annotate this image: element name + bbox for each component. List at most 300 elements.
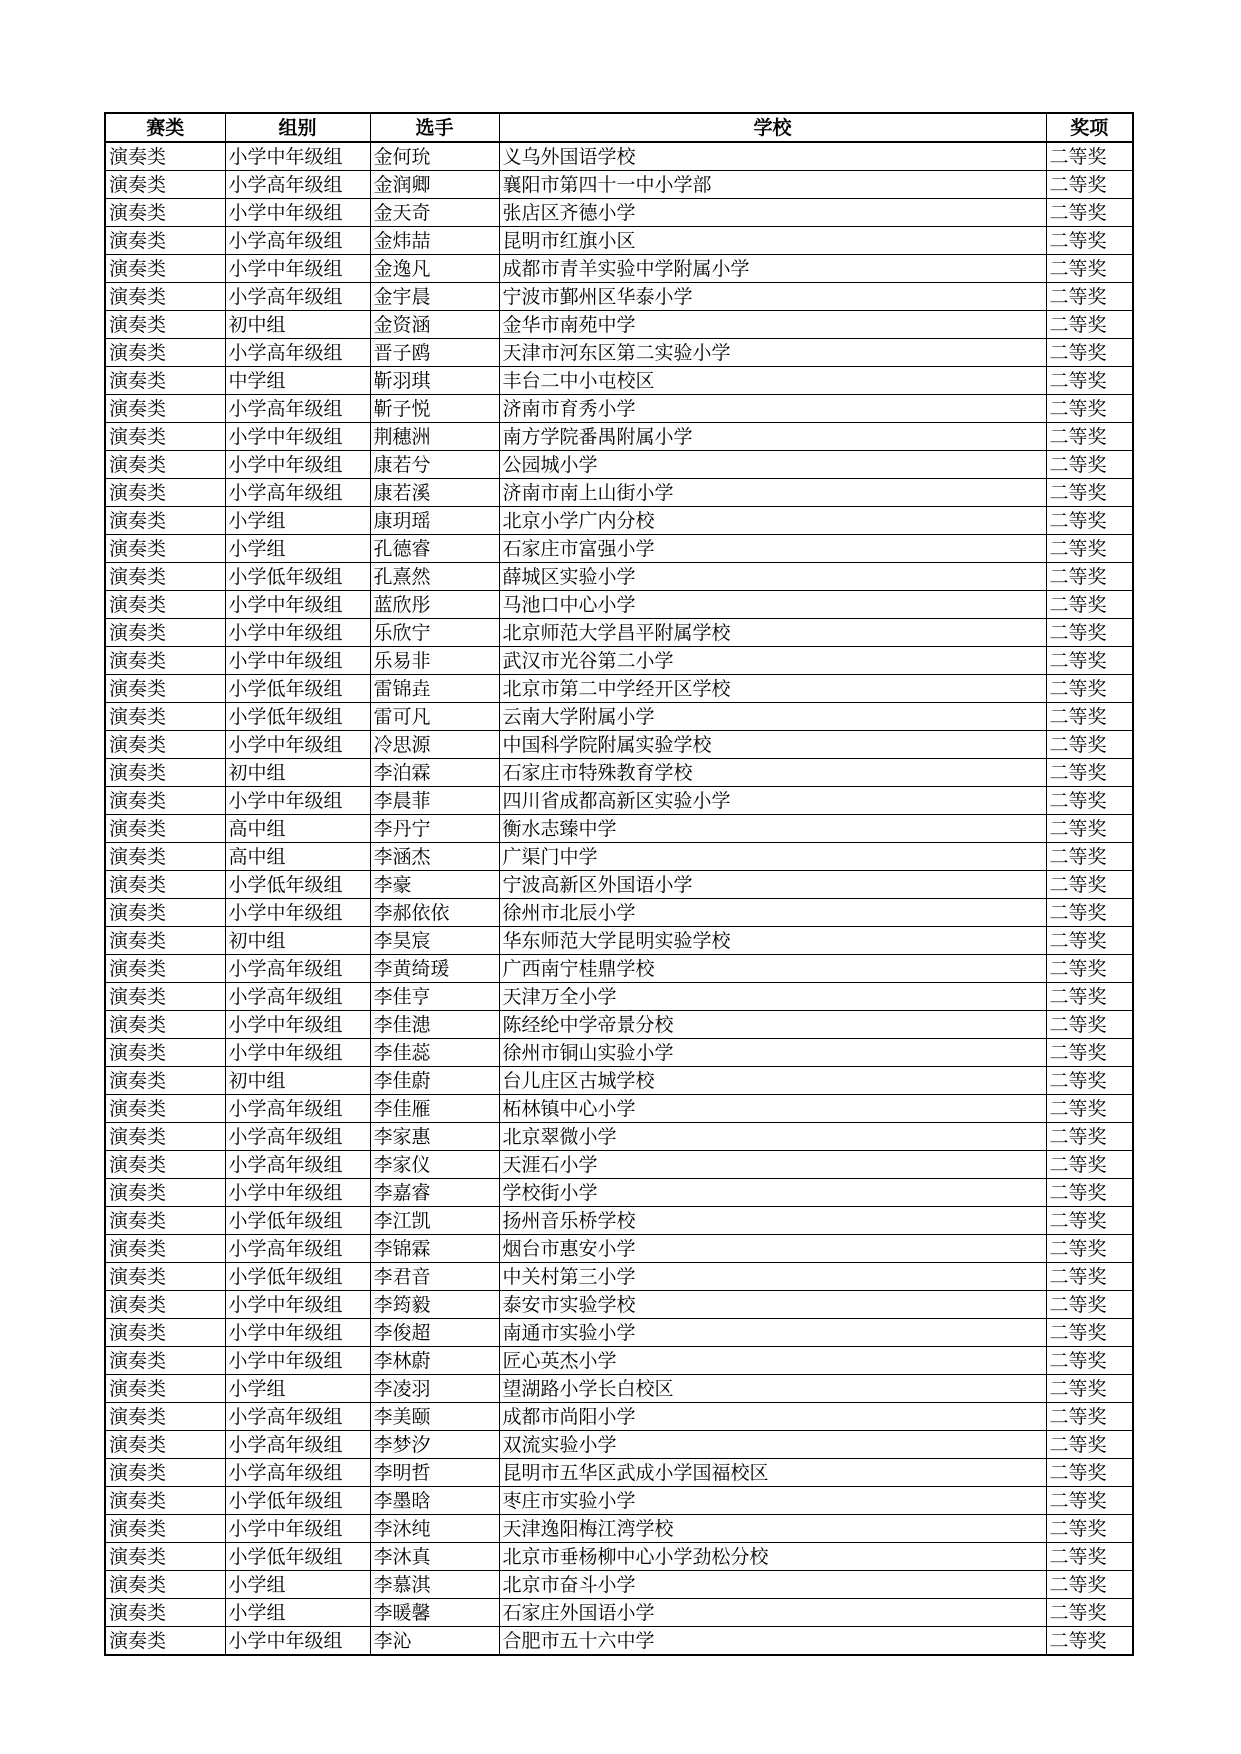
- table-row: [105, 815, 1133, 843]
- cell-award: 二等奖: [1046, 227, 1133, 255]
- cell-group: 高中组: [225, 815, 370, 843]
- cell-contestant: 康若兮: [370, 451, 499, 479]
- cell-group: 小学中年级组: [225, 142, 370, 171]
- cell-school: 泰安市实验学校: [499, 1291, 1046, 1319]
- cell-group: 高中组: [225, 843, 370, 871]
- table-row: [105, 1571, 1133, 1599]
- cell-group: 小学高年级组: [225, 955, 370, 983]
- cell-school: 丰台二中小屯校区: [499, 367, 1046, 395]
- cell-category: 演奏类: [105, 142, 225, 171]
- cell-contestant: 李慕淇: [370, 1571, 499, 1599]
- cell-contestant: 李沐纯: [370, 1515, 499, 1543]
- cell-contestant: 李家惠: [370, 1123, 499, 1151]
- cell-category: 演奏类: [105, 983, 225, 1011]
- cell-award: 二等奖: [1046, 899, 1133, 927]
- award-table: [104, 112, 1134, 1656]
- cell-category: 演奏类: [105, 899, 225, 927]
- table-row: [105, 1123, 1133, 1151]
- cell-award: 二等奖: [1046, 1459, 1133, 1487]
- cell-contestant: 李锦霖: [370, 1235, 499, 1263]
- table-row: [105, 1459, 1133, 1487]
- cell-award: 二等奖: [1046, 423, 1133, 451]
- cell-award: 二等奖: [1046, 367, 1133, 395]
- cell-school: 匠心英杰小学: [499, 1347, 1046, 1375]
- table-row: [105, 1487, 1133, 1515]
- table-row: [105, 1291, 1133, 1319]
- cell-contestant: 靳子悦: [370, 395, 499, 423]
- table-row: [105, 619, 1133, 647]
- cell-group: 小学高年级组: [225, 1123, 370, 1151]
- cell-category: 演奏类: [105, 367, 225, 395]
- cell-group: 小学中年级组: [225, 787, 370, 815]
- cell-contestant: 李豪: [370, 871, 499, 899]
- cell-group: 小学高年级组: [225, 171, 370, 199]
- cell-group: 小学高年级组: [225, 339, 370, 367]
- cell-contestant: 乐易非: [370, 647, 499, 675]
- cell-award: 二等奖: [1046, 1627, 1133, 1656]
- cell-school: 天涯石小学: [499, 1151, 1046, 1179]
- cell-contestant: 李君音: [370, 1263, 499, 1291]
- cell-group: 小学中年级组: [225, 899, 370, 927]
- header-award: 奖项: [1046, 113, 1133, 142]
- table-row: [105, 1151, 1133, 1179]
- cell-group: 小学高年级组: [225, 1431, 370, 1459]
- cell-group: 小学组: [225, 1599, 370, 1627]
- cell-category: 演奏类: [105, 423, 225, 451]
- cell-contestant: 李林蔚: [370, 1347, 499, 1375]
- cell-group: 初中组: [225, 1067, 370, 1095]
- table-row: [105, 255, 1133, 283]
- cell-group: 小学高年级组: [225, 479, 370, 507]
- cell-school: 徐州市铜山实验小学: [499, 1039, 1046, 1067]
- cell-category: 演奏类: [105, 703, 225, 731]
- cell-group: 小学中年级组: [225, 1627, 370, 1656]
- cell-category: 演奏类: [105, 647, 225, 675]
- table-row: [105, 451, 1133, 479]
- cell-school: 柘林镇中心小学: [499, 1095, 1046, 1123]
- cell-award: 二等奖: [1046, 142, 1133, 171]
- cell-school: 成都市尚阳小学: [499, 1403, 1046, 1431]
- cell-group: 初中组: [225, 759, 370, 787]
- table-row: [105, 647, 1133, 675]
- cell-award: 二等奖: [1046, 1235, 1133, 1263]
- cell-category: 演奏类: [105, 1151, 225, 1179]
- cell-school: 广渠门中学: [499, 843, 1046, 871]
- cell-contestant: 晋子鸥: [370, 339, 499, 367]
- cell-school: 北京市奋斗小学: [499, 1571, 1046, 1599]
- table-body: [105, 142, 1133, 1655]
- cell-contestant: 李郝依依: [370, 899, 499, 927]
- cell-category: 演奏类: [105, 1319, 225, 1347]
- cell-contestant: 李嘉睿: [370, 1179, 499, 1207]
- cell-award: 二等奖: [1046, 619, 1133, 647]
- cell-group: 小学高年级组: [225, 1403, 370, 1431]
- cell-group: 小学中年级组: [225, 1319, 370, 1347]
- cell-contestant: 李家仪: [370, 1151, 499, 1179]
- cell-contestant: 李沁: [370, 1627, 499, 1656]
- cell-group: 小学中年级组: [225, 619, 370, 647]
- cell-school: 义乌外国语学校: [499, 142, 1046, 171]
- cell-category: 演奏类: [105, 395, 225, 423]
- cell-award: 二等奖: [1046, 283, 1133, 311]
- cell-school: 宁波市鄞州区华泰小学: [499, 283, 1046, 311]
- cell-group: 小学低年级组: [225, 703, 370, 731]
- cell-award: 二等奖: [1046, 843, 1133, 871]
- table-row: [105, 1515, 1133, 1543]
- cell-award: 二等奖: [1046, 1095, 1133, 1123]
- table-row: [105, 1319, 1133, 1347]
- cell-school: 北京翠微小学: [499, 1123, 1046, 1151]
- cell-category: 演奏类: [105, 1235, 225, 1263]
- cell-contestant: 金资涵: [370, 311, 499, 339]
- cell-school: 陈经纶中学帝景分校: [499, 1011, 1046, 1039]
- cell-category: 演奏类: [105, 955, 225, 983]
- cell-category: 演奏类: [105, 1179, 225, 1207]
- cell-contestant: 孔熹然: [370, 563, 499, 591]
- cell-school: 武汉市光谷第二小学: [499, 647, 1046, 675]
- cell-category: 演奏类: [105, 675, 225, 703]
- cell-contestant: 荆穗洲: [370, 423, 499, 451]
- cell-category: 演奏类: [105, 1627, 225, 1656]
- cell-school: 望湖路小学长白校区: [499, 1375, 1046, 1403]
- cell-school: 中国科学院附属实验学校: [499, 731, 1046, 759]
- cell-school: 襄阳市第四十一中小学部: [499, 171, 1046, 199]
- cell-contestant: 李涵杰: [370, 843, 499, 871]
- cell-category: 演奏类: [105, 1263, 225, 1291]
- header-category: 赛类: [105, 113, 225, 142]
- cell-school: 宁波高新区外国语小学: [499, 871, 1046, 899]
- cell-contestant: 金宇晨: [370, 283, 499, 311]
- cell-group: 小学组: [225, 507, 370, 535]
- cell-contestant: 李佳雁: [370, 1095, 499, 1123]
- cell-contestant: 康玥瑶: [370, 507, 499, 535]
- cell-award: 二等奖: [1046, 983, 1133, 1011]
- cell-group: 小学低年级组: [225, 871, 370, 899]
- cell-group: 小学高年级组: [225, 1235, 370, 1263]
- cell-school: 天津万全小学: [499, 983, 1046, 1011]
- cell-contestant: 金润卿: [370, 171, 499, 199]
- cell-group: 小学中年级组: [225, 1291, 370, 1319]
- cell-category: 演奏类: [105, 1459, 225, 1487]
- cell-group: 小学低年级组: [225, 1207, 370, 1235]
- table-row: [105, 1543, 1133, 1571]
- cell-contestant: 雷可凡: [370, 703, 499, 731]
- cell-group: 小学组: [225, 1375, 370, 1403]
- cell-school: 公园城小学: [499, 451, 1046, 479]
- cell-group: 中学组: [225, 367, 370, 395]
- cell-contestant: 李凌羽: [370, 1375, 499, 1403]
- cell-award: 二等奖: [1046, 1543, 1133, 1571]
- cell-school: 北京市垂杨柳中心小学劲松分校: [499, 1543, 1046, 1571]
- cell-school: 昆明市红旗小区: [499, 227, 1046, 255]
- cell-school: 北京市第二中学经开区学校: [499, 675, 1046, 703]
- cell-award: 二等奖: [1046, 1291, 1133, 1319]
- table-row: [105, 675, 1133, 703]
- table-row: [105, 283, 1133, 311]
- cell-award: 二等奖: [1046, 647, 1133, 675]
- cell-category: 演奏类: [105, 479, 225, 507]
- cell-school: 马池口中心小学: [499, 591, 1046, 619]
- cell-award: 二等奖: [1046, 1263, 1133, 1291]
- cell-contestant: 李泊霖: [370, 759, 499, 787]
- cell-contestant: 康若溪: [370, 479, 499, 507]
- cell-contestant: 乐欣宁: [370, 619, 499, 647]
- cell-award: 二等奖: [1046, 451, 1133, 479]
- cell-contestant: 李筠毅: [370, 1291, 499, 1319]
- cell-group: 小学中年级组: [225, 1347, 370, 1375]
- cell-school: 学校街小学: [499, 1179, 1046, 1207]
- cell-contestant: 李沐真: [370, 1543, 499, 1571]
- table-row: [105, 591, 1133, 619]
- cell-category: 演奏类: [105, 731, 225, 759]
- cell-category: 演奏类: [105, 787, 225, 815]
- cell-category: 演奏类: [105, 1515, 225, 1543]
- cell-school: 成都市青羊实验中学附属小学: [499, 255, 1046, 283]
- cell-award: 二等奖: [1046, 1319, 1133, 1347]
- cell-school: 衡水志臻中学: [499, 815, 1046, 843]
- cell-school: 徐州市北辰小学: [499, 899, 1046, 927]
- cell-school: 双流实验小学: [499, 1431, 1046, 1459]
- cell-award: 二等奖: [1046, 507, 1133, 535]
- table-row: [105, 1039, 1133, 1067]
- cell-contestant: 李墨晗: [370, 1487, 499, 1515]
- table-row: [105, 423, 1133, 451]
- cell-contestant: 金逸凡: [370, 255, 499, 283]
- cell-school: 广西南宁桂鼎学校: [499, 955, 1046, 983]
- table-row: [105, 1403, 1133, 1431]
- cell-category: 演奏类: [105, 283, 225, 311]
- cell-contestant: 孔德睿: [370, 535, 499, 563]
- cell-award: 二等奖: [1046, 1431, 1133, 1459]
- cell-contestant: 李昊宸: [370, 927, 499, 955]
- cell-school: 枣庄市实验小学: [499, 1487, 1046, 1515]
- cell-category: 演奏类: [105, 1207, 225, 1235]
- cell-category: 演奏类: [105, 1403, 225, 1431]
- cell-school: 北京师范大学昌平附属学校: [499, 619, 1046, 647]
- cell-award: 二等奖: [1046, 339, 1133, 367]
- table-row: [105, 1095, 1133, 1123]
- cell-award: 二等奖: [1046, 1487, 1133, 1515]
- table-row: [105, 1375, 1133, 1403]
- table-row: [105, 1235, 1133, 1263]
- cell-group: 小学中年级组: [225, 591, 370, 619]
- cell-school: 华东师范大学昆明实验学校: [499, 927, 1046, 955]
- header-row: [105, 113, 1133, 142]
- cell-category: 演奏类: [105, 227, 225, 255]
- table-row: [105, 703, 1133, 731]
- cell-category: 演奏类: [105, 927, 225, 955]
- table-row: [105, 1431, 1133, 1459]
- cell-school: 南方学院番禺附属小学: [499, 423, 1046, 451]
- cell-award: 二等奖: [1046, 703, 1133, 731]
- cell-award: 二等奖: [1046, 1039, 1133, 1067]
- cell-contestant: 李俊超: [370, 1319, 499, 1347]
- cell-school: 昆明市五华区武成小学国福校区: [499, 1459, 1046, 1487]
- cell-award: 二等奖: [1046, 535, 1133, 563]
- cell-contestant: 李佳亨: [370, 983, 499, 1011]
- cell-school: 张店区齐德小学: [499, 199, 1046, 227]
- cell-school: 中关村第三小学: [499, 1263, 1046, 1291]
- table-row: [105, 1263, 1133, 1291]
- table-row: [105, 199, 1133, 227]
- table-row: [105, 731, 1133, 759]
- cell-group: 小学中年级组: [225, 731, 370, 759]
- cell-award: 二等奖: [1046, 759, 1133, 787]
- cell-category: 演奏类: [105, 563, 225, 591]
- table-row: [105, 311, 1133, 339]
- cell-category: 演奏类: [105, 1291, 225, 1319]
- table-header: [105, 113, 1133, 142]
- cell-group: 小学高年级组: [225, 1459, 370, 1487]
- table-row: [105, 1347, 1133, 1375]
- cell-award: 二等奖: [1046, 171, 1133, 199]
- cell-contestant: 靳羽琪: [370, 367, 499, 395]
- cell-award: 二等奖: [1046, 311, 1133, 339]
- cell-school: 南通市实验小学: [499, 1319, 1046, 1347]
- table-row: [105, 171, 1133, 199]
- cell-group: 小学高年级组: [225, 1151, 370, 1179]
- cell-award: 二等奖: [1046, 1151, 1133, 1179]
- cell-school: 天津逸阳梅江湾学校: [499, 1515, 1046, 1543]
- cell-award: 二等奖: [1046, 479, 1133, 507]
- cell-category: 演奏类: [105, 619, 225, 647]
- cell-group: 初中组: [225, 311, 370, 339]
- cell-category: 演奏类: [105, 1039, 225, 1067]
- cell-contestant: 李丹宁: [370, 815, 499, 843]
- cell-category: 演奏类: [105, 339, 225, 367]
- cell-group: 小学低年级组: [225, 1263, 370, 1291]
- table-row: [105, 899, 1133, 927]
- cell-group: 小学中年级组: [225, 1515, 370, 1543]
- cell-category: 演奏类: [105, 871, 225, 899]
- cell-contestant: 李暖馨: [370, 1599, 499, 1627]
- cell-category: 演奏类: [105, 759, 225, 787]
- table-row: [105, 395, 1133, 423]
- cell-contestant: 蓝欣彤: [370, 591, 499, 619]
- cell-group: 小学中年级组: [225, 423, 370, 451]
- cell-award: 二等奖: [1046, 675, 1133, 703]
- table-row: [105, 787, 1133, 815]
- cell-award: 二等奖: [1046, 955, 1133, 983]
- cell-award: 二等奖: [1046, 1403, 1133, 1431]
- cell-category: 演奏类: [105, 1347, 225, 1375]
- cell-group: 小学高年级组: [225, 1095, 370, 1123]
- cell-school: 四川省成都高新区实验小学: [499, 787, 1046, 815]
- cell-category: 演奏类: [105, 1011, 225, 1039]
- cell-award: 二等奖: [1046, 1375, 1133, 1403]
- cell-contestant: 李黄绮瑗: [370, 955, 499, 983]
- cell-award: 二等奖: [1046, 199, 1133, 227]
- table-row: [105, 1067, 1133, 1095]
- cell-school: 台儿庄区古城学校: [499, 1067, 1046, 1095]
- cell-school: 北京小学广内分校: [499, 507, 1046, 535]
- table-row: [105, 1179, 1133, 1207]
- cell-group: 小学高年级组: [225, 983, 370, 1011]
- table-row: [105, 1627, 1133, 1656]
- cell-school: 云南大学附属小学: [499, 703, 1046, 731]
- header-contestant: 选手: [370, 113, 499, 142]
- cell-category: 演奏类: [105, 1599, 225, 1627]
- cell-school: 济南市南上山街小学: [499, 479, 1046, 507]
- cell-school: 天津市河东区第二实验小学: [499, 339, 1046, 367]
- cell-category: 演奏类: [105, 1487, 225, 1515]
- cell-category: 演奏类: [105, 311, 225, 339]
- cell-category: 演奏类: [105, 255, 225, 283]
- cell-group: 小学中年级组: [225, 451, 370, 479]
- cell-group: 小学低年级组: [225, 563, 370, 591]
- cell-group: 初中组: [225, 927, 370, 955]
- cell-contestant: 雷锦垚: [370, 675, 499, 703]
- table-row: [105, 535, 1133, 563]
- cell-category: 演奏类: [105, 591, 225, 619]
- table-row: [105, 227, 1133, 255]
- cell-category: 演奏类: [105, 1095, 225, 1123]
- header-school: 学校: [499, 113, 1046, 142]
- cell-contestant: 李佳蔚: [370, 1067, 499, 1095]
- cell-group: 小学中年级组: [225, 1179, 370, 1207]
- cell-award: 二等奖: [1046, 1123, 1133, 1151]
- table-row: [105, 563, 1133, 591]
- cell-contestant: 冷思源: [370, 731, 499, 759]
- cell-award: 二等奖: [1046, 255, 1133, 283]
- table-row: [105, 1207, 1133, 1235]
- cell-contestant: 李佳漶: [370, 1011, 499, 1039]
- cell-contestant: 金天奇: [370, 199, 499, 227]
- table-row: [105, 142, 1133, 171]
- cell-group: 小学中年级组: [225, 255, 370, 283]
- cell-school: 薛城区实验小学: [499, 563, 1046, 591]
- cell-award: 二等奖: [1046, 1179, 1133, 1207]
- cell-school: 扬州音乐桥学校: [499, 1207, 1046, 1235]
- cell-contestant: 李美颐: [370, 1403, 499, 1431]
- cell-award: 二等奖: [1046, 787, 1133, 815]
- cell-school: 金华市南苑中学: [499, 311, 1046, 339]
- cell-award: 二等奖: [1046, 731, 1133, 759]
- cell-contestant: 李江凯: [370, 1207, 499, 1235]
- cell-group: 小学中年级组: [225, 647, 370, 675]
- cell-award: 二等奖: [1046, 927, 1133, 955]
- cell-school: 济南市育秀小学: [499, 395, 1046, 423]
- cell-category: 演奏类: [105, 1067, 225, 1095]
- cell-school: 石家庄市特殊教育学校: [499, 759, 1046, 787]
- cell-group: 小学高年级组: [225, 227, 370, 255]
- cell-contestant: 李明哲: [370, 1459, 499, 1487]
- cell-award: 二等奖: [1046, 871, 1133, 899]
- cell-school: 合肥市五十六中学: [499, 1627, 1046, 1656]
- cell-category: 演奏类: [105, 535, 225, 563]
- cell-group: 小学高年级组: [225, 395, 370, 423]
- table-row: [105, 1599, 1133, 1627]
- table-row: [105, 927, 1133, 955]
- cell-award: 二等奖: [1046, 591, 1133, 619]
- header-group: 组别: [225, 113, 370, 142]
- cell-award: 二等奖: [1046, 1207, 1133, 1235]
- cell-group: 小学低年级组: [225, 1543, 370, 1571]
- table-row: [105, 479, 1133, 507]
- cell-group: 小学低年级组: [225, 675, 370, 703]
- cell-contestant: 李佳蕊: [370, 1039, 499, 1067]
- table-row: [105, 955, 1133, 983]
- cell-group: 小学中年级组: [225, 1011, 370, 1039]
- cell-category: 演奏类: [105, 1431, 225, 1459]
- cell-contestant: 金炜喆: [370, 227, 499, 255]
- cell-group: 小学高年级组: [225, 283, 370, 311]
- cell-award: 二等奖: [1046, 563, 1133, 591]
- cell-school: 石家庄市富强小学: [499, 535, 1046, 563]
- cell-group: 小学低年级组: [225, 1487, 370, 1515]
- cell-group: 小学中年级组: [225, 199, 370, 227]
- cell-award: 二等奖: [1046, 1515, 1133, 1543]
